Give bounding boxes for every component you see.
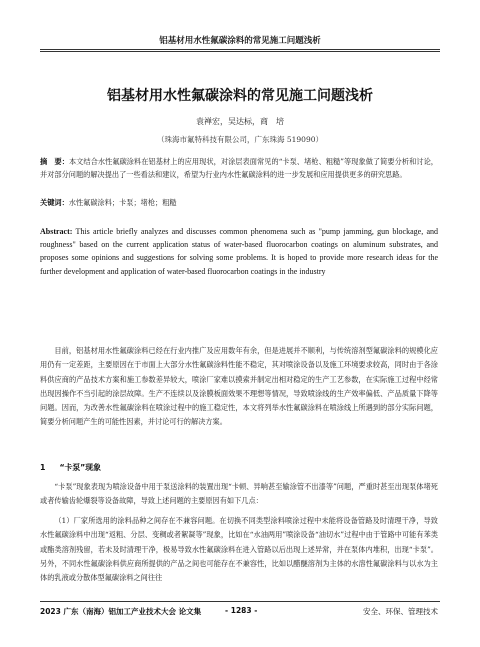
intro-paragraph: 目前，铝基材用水性氟碳涂料已经在行业内推广及应用数年有余，但是进展并不顺利，与传统溶剂型氟碳涂料的规模化应用仍有一定差距，主要原因在于市面上大部分水性氟碳涂料性能不稳定，其对喷涂设备以及施工环境要求较高，同时由于各涂料供应商的产品技术方案和施工参数差异较大，喷涂厂家难以摸索并制定出相对稳定的生产工艺参数，在实际施工过程中经常出现因操作不当引起的涂层故障。生产不连续以及涂膜板面效果不理想等情况，导致喷涂线的生产效率偏低、产品质量下降等问题。因而，为改善水性氟碳涂料在喷涂过程中的施工稳定性，本文将列举水性氟碳涂料在喷涂线上所遇到的部分实际问题，简要分析问题产生的可能性因素，并讨论可行的解决方案。 bbox=[40, 346, 438, 427]
page-number: - 1283 - bbox=[225, 606, 258, 615]
affiliation: （珠海市氟特科技有限公司，广东珠海 519090） bbox=[156, 135, 323, 144]
abstract-english-text: This article briefly analyzes and discusses common phenomena such as "pump jamming, gun blockage, and roughness" based on the current application status of water-based fluorocarbon coatings on aluminum substrates, and proposes some opinions and suggestions for solving some problems. It is hoped to provide more research ideas for the further development and application of water-based fluorocarbon coatings in the industry bbox=[40, 227, 438, 276]
footer-proceedings: 2023 广东（南海）铝加工产业技术大会 论文集 bbox=[40, 607, 202, 616]
authors: 袁禅宏，吴达标，商 培 bbox=[196, 117, 284, 126]
abstract-chinese bbox=[40, 155, 438, 182]
header-rule-thin bbox=[40, 51, 440, 52]
running-head: 铝基材用水性氟碳涂料的常见施工问题浅析 bbox=[159, 36, 321, 46]
abstract-chinese-label: 摘 要： bbox=[40, 157, 69, 166]
abstract-chinese-text: 本文结合水性氟碳涂料在铝基材上的应用现状，对涂层表面常见的“卡泵、堵枪、粗糙”等现象做了简要分析和讨论，并对部分问题的解决提出了一些看法和建议，希望为行业内水性氟碳涂料的进一步发展和应用提供更多的研究思路。 bbox=[40, 157, 438, 180]
abstract-english bbox=[40, 225, 438, 278]
section-title: “卡泵”现象 bbox=[59, 463, 101, 472]
keywords-chinese-label: 关键词： bbox=[40, 198, 69, 207]
abstract-english-label: Abstract: bbox=[40, 227, 73, 236]
list-paragraph: （1）厂家所选用的涂料品种之间存在不兼容问题。在切换不同类型涂料喷涂过程中未能将设备管路及时清理干净，导致水性氟碳涂料中出现“返粗、分层、变稠或者絮凝等”现象，比如在“水油两用”喷涂设备“油切水”过程中由于管路中可能有苯类或酯类溶剂残留，若未及时清理干净，极易导致水性氟碳涂料在进入管路以后出现上述异常，并在泵体内堆积，出现“卡泵”。另外，不同水性氟碳涂料供应商所提供的产品之间也可能存在不兼容性，比如以醋醚溶剂为主体的水溶性氟碳涂料与以水为主体的乳液或分散体型氟碳涂料之间往往 bbox=[40, 516, 438, 583]
footer-category: 安全、环保、管理技术 bbox=[363, 607, 438, 616]
keywords-chinese bbox=[40, 197, 438, 209]
header-rule bbox=[40, 49, 440, 50]
keywords-chinese-text: 水性氟碳涂料；卡泵；堵枪；粗糙 bbox=[68, 198, 177, 207]
footer-rule bbox=[40, 601, 440, 602]
section-heading bbox=[40, 462, 101, 473]
section-paragraph: “卡泵”现象表现为喷涂设备中用于泵送涂料的装置出现“卡顿、异响甚至输涂管不出漆等”问题，严重时甚至出现泵体堵死或者传输齿轮爆裂等设备故障，导致上述问题的主要原因有如下几点： bbox=[40, 482, 438, 506]
section-number: 1 bbox=[40, 463, 46, 472]
paper-title: 铝基材用水性氟碳涂料的常见施工问题浅析 bbox=[107, 88, 373, 104]
